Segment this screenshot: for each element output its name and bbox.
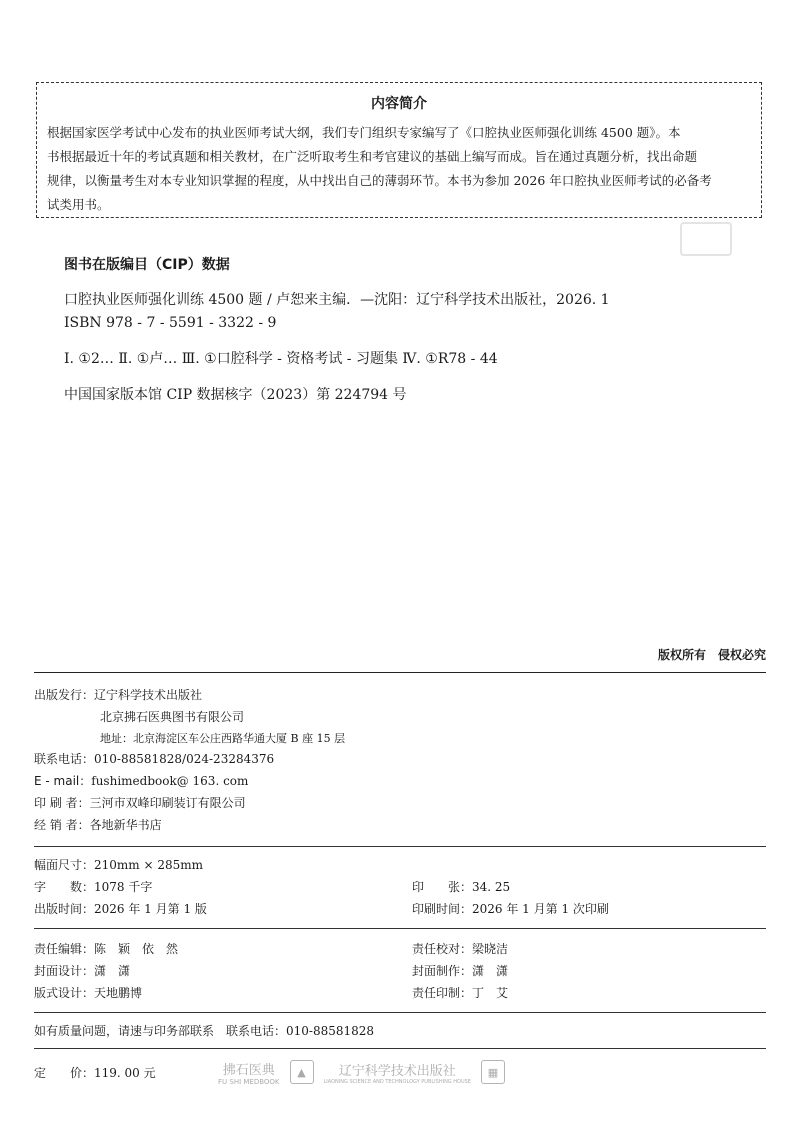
cip-heading: 图书在版编目（CIP）数据 — [64, 257, 230, 273]
layout-row — [34, 984, 142, 1001]
rights-notice: 版权所有 侵权必究 — [657, 648, 766, 662]
cip-title-line: 口腔执业医师强化训练 4500 题 / 卢恕来主编．—沈阳：辽宁科学技术出版社，2026. 1 — [64, 292, 610, 308]
layout-label: 版式设计： — [34, 986, 95, 1000]
proof-value: 梁晓洁 — [472, 942, 509, 956]
email-row — [34, 772, 248, 789]
cip-record: 中国国家版本馆 CIP 数据核字（2023）第 224794 号 — [64, 387, 407, 403]
printdate-label: 印刷时间： — [412, 902, 473, 916]
pubdate-label: 出版时间： — [34, 902, 95, 916]
size-label: 幅面尺寸： — [34, 858, 95, 872]
divider — [34, 846, 766, 847]
editor-row — [34, 940, 178, 957]
distributor-value: 各地新华书店 — [89, 818, 162, 832]
mountain-icon: ▲ — [290, 1060, 314, 1084]
fushi-logo-en: FU SHI MEDBOOK — [218, 1077, 280, 1086]
printer-value: 三河市双峰印刷装订有限公司 — [89, 796, 246, 810]
price-row — [34, 1064, 156, 1081]
distributor-label: 经 销 者： — [34, 818, 90, 832]
divider — [34, 1048, 766, 1049]
phone-row — [34, 750, 274, 767]
cip-classification: Ⅰ. ①2… Ⅱ. ①卢… Ⅲ. ①口腔科学 - 资格考试 - 习题集 Ⅳ. ①R78 - 44 — [64, 351, 498, 367]
proof-row — [412, 940, 508, 957]
cover-make-value: 潇 潇 — [472, 964, 509, 978]
print-resp-label: 责任印制： — [412, 986, 473, 1000]
publisher-logos — [218, 1058, 583, 1086]
publisher-label: 出版发行： — [34, 688, 95, 702]
sheets-value: 34. 25 — [472, 880, 511, 894]
divider — [34, 928, 766, 929]
layout-value: 天地鹏博 — [94, 986, 143, 1000]
publisher-address: 地址：北京海淀区车公庄西路华通大厦 B 座 15 层 — [100, 732, 346, 745]
distributor-row — [34, 816, 162, 833]
price-label: 定 价： — [34, 1066, 95, 1080]
liaoning-logo-en: LIAONING SCIENCE AND TECHNOLOGY PUBLISHING HOUSE — [323, 1078, 471, 1085]
divider — [34, 1012, 766, 1013]
publisher-name-2: 北京拂石医典图书有限公司 — [100, 710, 245, 724]
pubdate-value: 2026 年 1 月第 1 版 — [94, 902, 207, 916]
size-value: 210mm × 285mm — [94, 858, 204, 872]
printdate-row — [412, 900, 609, 917]
summary-title: 内容简介 — [371, 96, 427, 112]
sheets-label: 印 张： — [412, 880, 473, 894]
fushi-logo — [218, 1059, 280, 1086]
summary-line: 规律，以衡量考生对本专业知识掌握的程度，从中找出自己的薄弱环节。本书为参加 2026 年口腔执业医师考试的必备考 — [47, 173, 712, 188]
editor-label: 责任编辑： — [34, 942, 95, 956]
phone-label: 联系电话： — [34, 752, 95, 766]
quality-notice: 如有质量问题，请速与印务部联系 联系电话：010-88581828 — [34, 1024, 375, 1038]
cover-make-row — [412, 962, 508, 979]
summary-line: 根据国家医学考试中心发布的执业医师考试大纲，我们专门组织专家编写了《口腔执业医师强化训练 4500 题》。本 — [47, 125, 681, 140]
printdate-value: 2026 年 1 月第 1 次印刷 — [472, 902, 609, 916]
liaoning-logo — [324, 1060, 471, 1085]
print-resp-row — [412, 984, 508, 1001]
cover-make-label: 封面制作： — [412, 964, 473, 978]
printer-row — [34, 794, 246, 811]
print-resp-value: 丁 艾 — [472, 986, 509, 1000]
divider — [34, 672, 766, 673]
pubdate-row — [34, 900, 207, 917]
email-label: E - mail： — [34, 774, 92, 788]
book-emblem-icon: ▦ — [481, 1060, 505, 1084]
printer-label: 印 刷 者： — [34, 796, 90, 810]
publisher-name: 辽宁科学技术出版社 — [94, 688, 203, 702]
editor-value: 陈 颖 依 然 — [94, 942, 179, 956]
words-value: 1078 千字 — [94, 880, 153, 894]
faint-stamp-mark — [680, 222, 732, 256]
cover-design-row — [34, 962, 130, 979]
phone-value: 010-88581828/024-23284376 — [94, 752, 275, 766]
fushi-logo-text: 拂石医典 — [222, 1062, 275, 1078]
price-value: 119. 00 元 — [94, 1066, 156, 1080]
liaoning-logo-text: 辽宁科学技术出版社 — [338, 1063, 456, 1079]
words-row — [34, 878, 152, 895]
size-row — [34, 856, 203, 873]
publisher-row — [34, 686, 202, 703]
proof-label: 责任校对： — [412, 942, 473, 956]
summary-line: 试类用书。 — [47, 197, 110, 212]
summary-line: 书根据最近十年的考试真题和相关教材，在广泛听取考生和考官建议的基础上编写而成。旨在通过真题分析，找出命题 — [47, 149, 698, 164]
sheets-row — [412, 878, 510, 895]
summary-box — [36, 82, 762, 218]
cover-design-value: 潇 潇 — [94, 964, 131, 978]
email-value: fushimedbook@ 163. com — [91, 774, 249, 788]
cover-design-label: 封面设计： — [34, 964, 95, 978]
cip-isbn: ISBN 978 - 7 - 5591 - 3322 - 9 — [64, 315, 277, 331]
words-label: 字 数： — [34, 880, 95, 894]
